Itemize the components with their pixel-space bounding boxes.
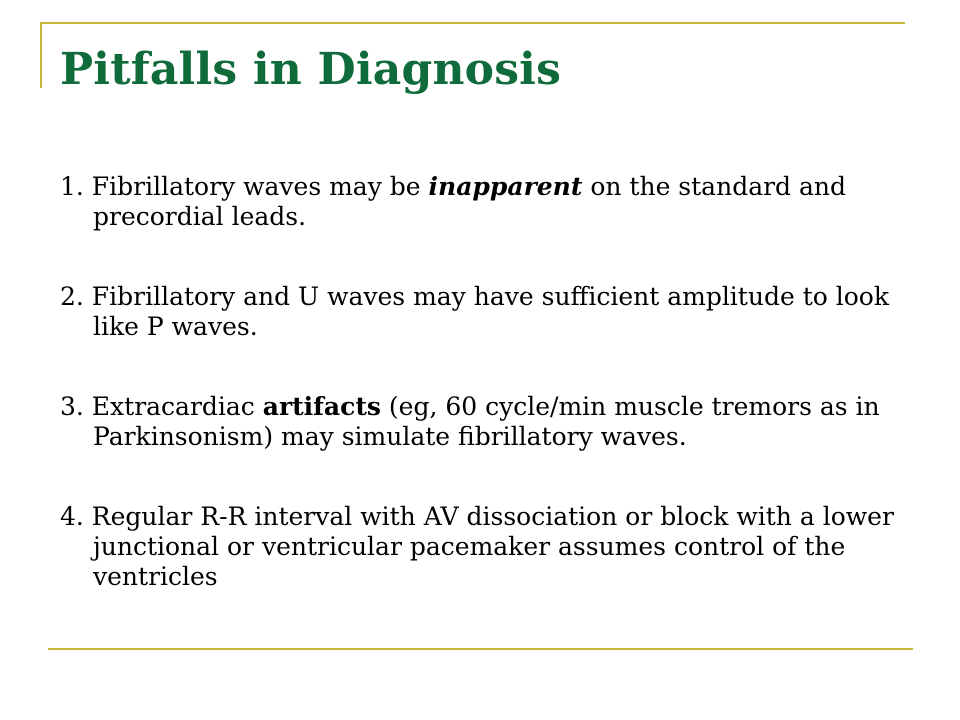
list-item-1 bbox=[60, 172, 910, 232]
left-rule bbox=[40, 22, 42, 88]
item-3-emphasis: artifacts bbox=[262, 392, 381, 421]
top-rule bbox=[40, 22, 905, 24]
item-2-text: 2. Fibrillatory and U waves may have sufficient amplitude to look like P waves. bbox=[60, 282, 889, 341]
item-4-text: 4. Regular R-R interval with AV dissociation or block with a lower junctional or ventricular pacemaker assumes control of the ventricles bbox=[60, 502, 894, 591]
pitfalls-list bbox=[60, 172, 910, 642]
item-3-post: (eg, 60 cycle/min muscle tremors as in Parkinsonism) may simulate fibrillatory waves. bbox=[93, 392, 880, 451]
list-item-4 bbox=[60, 502, 910, 592]
item-1-pre: 1. Fibrillatory waves may be bbox=[60, 172, 429, 201]
list-item-3 bbox=[60, 392, 910, 452]
list-item-2 bbox=[60, 282, 910, 342]
slide-title: Pitfalls in Diagnosis bbox=[60, 44, 562, 95]
item-3-pre: 3. Extracardiac bbox=[60, 392, 263, 421]
bottom-rule bbox=[48, 648, 913, 650]
item-1-emphasis: inapparent bbox=[428, 172, 583, 201]
item-1-post: on the standard and precordial leads. bbox=[93, 172, 847, 231]
